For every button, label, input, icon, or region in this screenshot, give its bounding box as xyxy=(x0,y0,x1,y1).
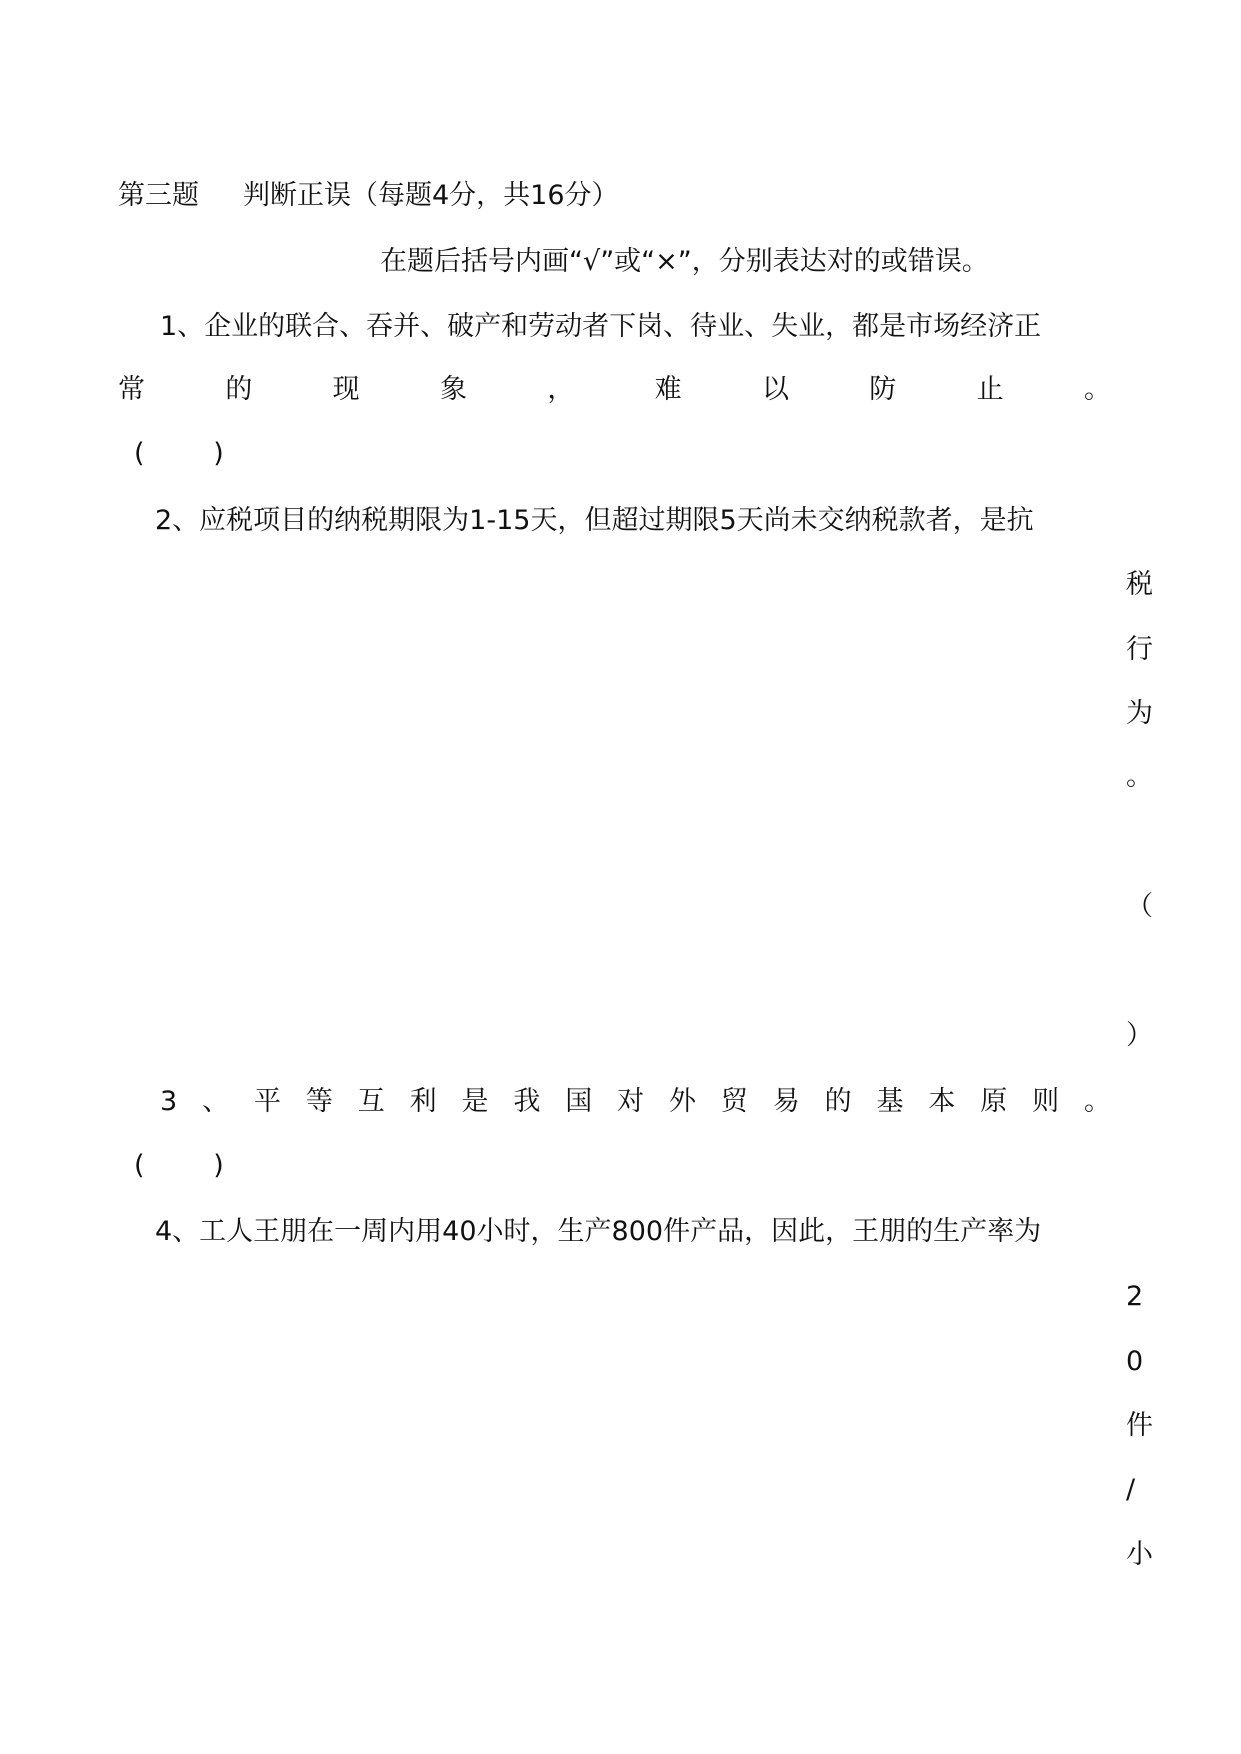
q4-vertical-char: 2 xyxy=(1126,1281,1144,1312)
section-subtitle: 判断正误（每题4分，共16分） xyxy=(243,180,619,211)
q2-answer-close-paren: ） xyxy=(1126,1020,1153,1051)
q1-char: 以 xyxy=(761,374,789,405)
q1-char: 防 xyxy=(869,374,897,405)
q3-char: 互 xyxy=(357,1086,385,1117)
q3-char: 平 xyxy=(253,1086,281,1117)
q4-vertical-char: 小 xyxy=(1126,1539,1153,1570)
q2-vertical-char: 为 xyxy=(1126,698,1153,729)
q3-char: 。 xyxy=(1083,1086,1111,1117)
q1-char: ， xyxy=(547,374,575,405)
q4-vertical-char: 件 xyxy=(1126,1410,1153,1441)
q4-vertical-char: / xyxy=(1126,1474,1136,1505)
q3-char: 国 xyxy=(565,1086,593,1117)
q1-char: 常 xyxy=(118,374,145,405)
q1-char: 象 xyxy=(439,374,467,405)
q1-char: 。 xyxy=(1083,374,1111,405)
q3-char: 3 xyxy=(160,1086,178,1117)
instruction-text: 在题后括号内画“√”或“×”，分别表达对的或错误。 xyxy=(380,246,989,277)
q2-vertical-char: 税 xyxy=(1126,569,1153,600)
q3-char: 则 xyxy=(1032,1086,1060,1117)
question-1-text: 1、企业的联合、吞并、破产和劳动者下岗、待业、失业，都是市场经济正 xyxy=(160,311,1042,342)
section-number: 第三题 xyxy=(118,180,199,211)
q3-char: 基 xyxy=(876,1086,904,1117)
section-title xyxy=(118,182,619,209)
q1-char: 现 xyxy=(332,374,360,405)
q3-char: 是 xyxy=(461,1086,489,1117)
q3-char: 贸 xyxy=(720,1086,748,1117)
q1-char: 止 xyxy=(976,374,1004,405)
question-3-text xyxy=(160,1088,1111,1115)
question-1-answer-blank[interactable]: ( ) xyxy=(134,438,224,469)
question-2-text: 2、应税项目的纳税期限为1-15天，但超过期限5天尚未交纳税款者，是抗 xyxy=(155,505,1034,536)
q3-char: 易 xyxy=(772,1086,800,1117)
q3-char: 外 xyxy=(668,1086,696,1117)
q3-char: 本 xyxy=(928,1086,956,1117)
q3-char: 对 xyxy=(617,1086,645,1117)
question-4-text: 4、工人王朋在一周内用40小时，生产800件产品，因此，王朋的生产率为 xyxy=(155,1216,1042,1247)
q3-char: 我 xyxy=(513,1086,541,1117)
q2-vertical-char: 。 xyxy=(1126,761,1153,792)
q3-char: 的 xyxy=(824,1086,852,1117)
q1-char: 难 xyxy=(654,374,682,405)
q3-char: 等 xyxy=(305,1086,333,1117)
q2-vertical-char: 行 xyxy=(1126,634,1153,665)
question-3-answer-blank[interactable]: ( ) xyxy=(134,1150,224,1181)
q4-vertical-char: 0 xyxy=(1126,1346,1144,1377)
q3-char: 原 xyxy=(980,1086,1008,1117)
q2-answer-open-paren: （ xyxy=(1126,891,1153,922)
q3-char: 、 xyxy=(202,1086,230,1117)
q3-char: 利 xyxy=(409,1086,437,1117)
q1-char: 的 xyxy=(225,374,253,405)
question-1-line2 xyxy=(118,376,1111,403)
